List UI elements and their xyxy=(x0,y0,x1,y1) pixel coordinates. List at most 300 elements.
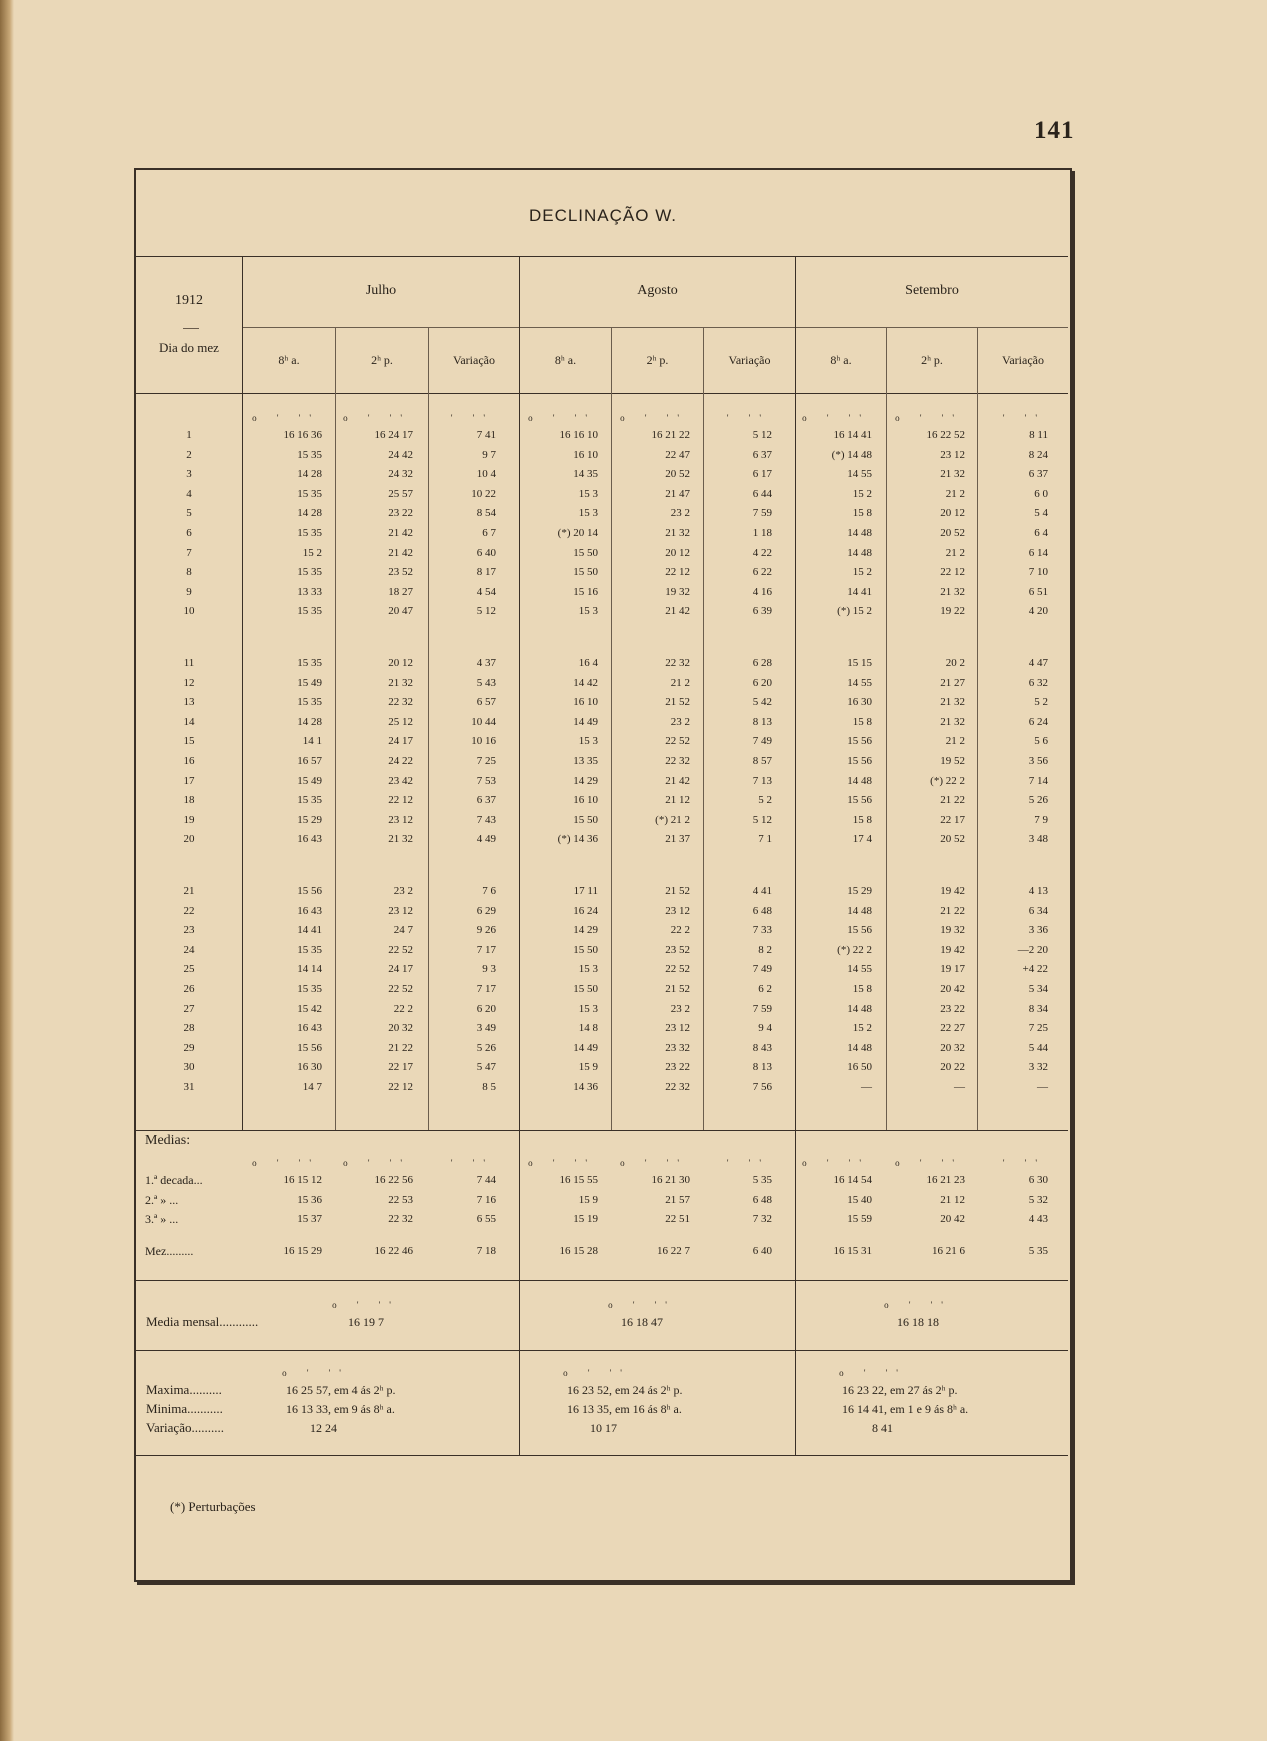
minima-setembro: 16 14 41, em 1 e 9 ás 8ʰ a. xyxy=(842,1402,969,1416)
table-cell: 21 32 xyxy=(388,833,413,846)
table-cell: 14 48 xyxy=(847,546,872,559)
table-cell: 5 2 xyxy=(1034,696,1048,709)
medias-label: Medias: xyxy=(145,1133,191,1148)
table-cell: 13 33 xyxy=(297,585,322,598)
col-header-variacao: Variação xyxy=(453,353,495,367)
table-cell: 22 32 xyxy=(665,755,690,767)
footnote: (*) Perturbações xyxy=(170,1499,256,1514)
table-cell: 7 49 xyxy=(752,735,772,748)
unit-mark: o ' '' xyxy=(802,1158,870,1168)
table-cell: 23 2 xyxy=(670,507,690,520)
table-cell: 17 4 xyxy=(852,833,872,846)
table-cell: 22 52 xyxy=(388,983,413,995)
table-cell: 15 3 xyxy=(578,735,598,748)
table-cell: 15 8 xyxy=(852,813,872,826)
table-cell: 8 54 xyxy=(476,507,496,520)
table-cell: 6 37 xyxy=(1028,468,1048,481)
table-cell: 20 12 xyxy=(388,657,413,669)
table-cell: (*) 20 14 xyxy=(557,527,598,539)
table-cell: 6 28 xyxy=(752,657,772,669)
table-cell: 6 4 xyxy=(1034,527,1048,539)
maxima-julho: 16 25 57, em 4 ás 2ʰ p. xyxy=(286,1383,396,1397)
table-cell: 16 21 6 xyxy=(932,1245,965,1257)
table-cell: 5 4 xyxy=(1034,507,1048,520)
table-cell: 5 47 xyxy=(476,1061,496,1074)
table-cell: 19 52 xyxy=(940,755,965,767)
table-cell: 6 29 xyxy=(476,904,496,917)
table-cell: 16 22 7 xyxy=(657,1245,690,1257)
table-cell: +4 22 xyxy=(1022,963,1048,976)
table-cell: 23 2 xyxy=(670,1002,690,1015)
table-cell: 6 14 xyxy=(1028,546,1048,559)
day-number: 8 xyxy=(186,566,192,579)
table-cell: 20 52 xyxy=(665,468,690,481)
table-cell: 6 39 xyxy=(752,605,772,618)
table-cell: 20 42 xyxy=(940,983,965,995)
table-cell: 16 24 xyxy=(573,904,598,917)
table-cell: 20 52 xyxy=(940,527,965,539)
unit-mark: o ' '' xyxy=(839,1368,907,1378)
table-cell: 6 48 xyxy=(752,1194,772,1206)
table-cell: 15 40 xyxy=(847,1194,872,1206)
table-cell: 6 34 xyxy=(1028,904,1048,917)
table-cell: 21 52 xyxy=(665,983,690,995)
table-cell: 23 32 xyxy=(665,1041,690,1054)
table-cell: 15 8 xyxy=(852,715,872,728)
rule xyxy=(242,327,1068,328)
table-cell: 20 2 xyxy=(945,657,965,669)
unit-mark: o ' '' xyxy=(343,1158,411,1168)
day-number: 27 xyxy=(183,1002,195,1015)
unit-mark: ' '' xyxy=(450,1158,494,1168)
table-cell: 6 48 xyxy=(752,904,772,917)
table-cell: 19 32 xyxy=(940,924,965,937)
table-cell: 6 7 xyxy=(482,527,496,539)
day-number: 29 xyxy=(183,1041,195,1054)
table-cell: 6 24 xyxy=(1028,715,1048,728)
unit-mark: o ' '' xyxy=(895,1158,963,1168)
table-cell: 21 42 xyxy=(665,774,690,787)
table-cell: 22 32 xyxy=(665,657,690,669)
table-cell: 8 57 xyxy=(752,755,772,767)
table-cell: 16 21 23 xyxy=(926,1174,965,1186)
table-cell: 22 32 xyxy=(388,1213,413,1225)
table-cell: 4 20 xyxy=(1028,605,1048,618)
unit-mark: o ' '' xyxy=(252,1158,320,1168)
unit-mark: ' '' xyxy=(450,413,494,423)
table-cell: 15 2 xyxy=(852,1022,872,1035)
month-header-agosto: Agosto xyxy=(637,283,678,298)
table-cell: 6 30 xyxy=(1028,1174,1048,1186)
table-cell: 16 30 xyxy=(297,1061,322,1074)
day-number: 24 xyxy=(183,943,195,956)
table-cell: 21 32 xyxy=(940,585,965,598)
table-cell: 15 36 xyxy=(297,1194,322,1206)
table-cell: 24 17 xyxy=(388,963,413,976)
table-cell: 10 16 xyxy=(471,735,496,748)
table-cell: 24 42 xyxy=(388,448,413,461)
table-cell: 20 12 xyxy=(940,507,965,520)
table-cell: 16 43 xyxy=(297,1022,322,1035)
table-cell: 16 21 30 xyxy=(651,1174,690,1186)
table-cell: 14 14 xyxy=(297,963,322,976)
table-cell: 15 2 xyxy=(302,546,322,559)
table-cell: 16 57 xyxy=(297,755,322,767)
table-cell: 23 42 xyxy=(388,774,413,787)
table-cell: 23 12 xyxy=(665,904,690,917)
table-cell: 7 59 xyxy=(752,507,772,520)
table-cell: 16 24 17 xyxy=(374,429,413,441)
variacao-label: Variação.......... xyxy=(146,1420,224,1435)
variacao-agosto: 10 17 xyxy=(590,1421,617,1435)
table-title: DECLINAÇÃO W. xyxy=(528,206,678,225)
table-cell: 6 37 xyxy=(476,794,496,807)
table-cell: 15 50 xyxy=(573,546,598,559)
table-cell: 7 6 xyxy=(482,885,496,897)
table-cell: 7 14 xyxy=(1028,774,1048,787)
unit-mark: o ' '' xyxy=(332,1300,400,1310)
table-cell: 4 43 xyxy=(1028,1213,1048,1225)
table-cell: 22 51 xyxy=(665,1213,690,1225)
table-cell: 15 35 xyxy=(297,794,322,807)
rule xyxy=(136,1280,1068,1281)
table-cell: 23 2 xyxy=(670,715,690,728)
day-number: 21 xyxy=(183,885,195,897)
table-cell: 15 35 xyxy=(297,527,322,539)
table-cell: 14 55 xyxy=(847,676,872,689)
table-cell: 21 42 xyxy=(388,546,413,559)
table-cell: 14 28 xyxy=(297,468,322,481)
table-cell: 15 56 xyxy=(847,924,872,937)
table-cell: 5 6 xyxy=(1034,735,1048,748)
table-cell: 16 15 31 xyxy=(833,1245,872,1257)
table-cell: 14 42 xyxy=(573,676,598,689)
day-number: 11 xyxy=(183,657,195,669)
table-cell: 14 49 xyxy=(573,1041,598,1054)
table-cell: 21 52 xyxy=(665,885,690,897)
col-header-variacao: Variação xyxy=(728,353,771,367)
table-cell: 25 12 xyxy=(388,715,413,728)
table-cell: 5 35 xyxy=(1028,1245,1048,1257)
table-cell: 23 52 xyxy=(388,566,413,579)
table-cell: 16 16 10 xyxy=(559,429,598,441)
table-cell: 21 22 xyxy=(940,904,965,917)
table-cell: 1 18 xyxy=(752,527,772,539)
table-cell: 8 11 xyxy=(1029,429,1048,441)
table-cell: 15 3 xyxy=(578,963,598,976)
table-cell: 23 12 xyxy=(388,813,413,826)
table-cell: 19 42 xyxy=(940,943,965,956)
table-cell: 15 15 xyxy=(847,657,872,669)
table-cell: 8 5 xyxy=(482,1081,496,1093)
table-cell: (*) 14 48 xyxy=(831,448,872,461)
table-cell: 6 20 xyxy=(752,676,772,689)
table-cell: 16 15 28 xyxy=(559,1245,598,1257)
unit-mark: o ' '' xyxy=(563,1368,631,1378)
variacao-julho: 12 24 xyxy=(310,1421,337,1435)
table-cell: 16 43 xyxy=(297,904,322,917)
day-number: 28 xyxy=(183,1022,195,1035)
table-cell: 7 41 xyxy=(476,429,496,441)
day-number: 16 xyxy=(183,755,195,767)
table-cell: 7 17 xyxy=(476,943,496,956)
unit-mark: o ' '' xyxy=(528,1158,596,1168)
table-cell: 21 57 xyxy=(665,1194,690,1206)
table-cell: 22 27 xyxy=(940,1022,965,1035)
table-cell: 7 13 xyxy=(752,774,772,787)
table-cell: 7 53 xyxy=(476,774,496,787)
table-cell: 22 2 xyxy=(393,1002,413,1015)
unit-mark: o ' '' xyxy=(528,413,596,423)
col-header-variacao: Variação xyxy=(1002,353,1044,367)
maxima-label: Maxima.......... xyxy=(146,1382,222,1397)
table-cell: 15 56 xyxy=(847,755,872,767)
minima-julho: 16 13 33, em 9 ás 8ʰ a. xyxy=(286,1402,395,1416)
medias-row-label: 3.ª » ... xyxy=(145,1212,179,1226)
table-cell: 16 14 41 xyxy=(833,429,872,441)
day-number: 23 xyxy=(183,924,195,937)
unit-mark: o ' '' xyxy=(343,413,411,423)
table-cell: 15 56 xyxy=(297,885,322,897)
table-cell: 15 3 xyxy=(578,1002,598,1015)
table-cell: 15 3 xyxy=(578,507,598,520)
table-cell: (*) 14 36 xyxy=(557,833,598,846)
table-cell: 16 10 xyxy=(573,696,598,709)
table-cell: 8 17 xyxy=(476,566,496,579)
day-number: 15 xyxy=(183,735,195,748)
media-mensal-agosto: 16 18 47 xyxy=(621,1315,663,1329)
table-cell: 14 49 xyxy=(573,715,598,728)
table-cell: 22 47 xyxy=(665,448,690,461)
table-cell: 14 41 xyxy=(847,585,872,598)
table-cell: 16 15 29 xyxy=(283,1245,322,1257)
table-cell: 15 29 xyxy=(847,885,872,897)
media-mensal-label: Media mensal............ xyxy=(146,1314,259,1329)
table-cell: 6 17 xyxy=(752,468,772,481)
table-cell: 21 22 xyxy=(388,1041,413,1054)
table-cell: 3 49 xyxy=(476,1022,496,1035)
table-cell: 15 56 xyxy=(847,735,872,748)
table-cell: 15 49 xyxy=(297,774,322,787)
table-cell: 7 49 xyxy=(752,963,772,976)
table-cell: 16 30 xyxy=(847,696,872,709)
table-cell: 22 12 xyxy=(388,1081,413,1093)
table-cell: 14 55 xyxy=(847,963,872,976)
table-cell: 8 13 xyxy=(752,1061,772,1074)
table-cell: 15 42 xyxy=(297,1002,322,1015)
table-cell: 5 2 xyxy=(758,794,772,807)
rule xyxy=(136,1350,1068,1351)
table-cell: 22 2 xyxy=(670,924,690,937)
maxima-setembro: 16 23 22, em 27 ás 2ʰ p. xyxy=(842,1383,958,1397)
day-number: 7 xyxy=(186,546,192,559)
table-cell: 14 36 xyxy=(573,1081,598,1093)
day-number: 1 xyxy=(186,429,192,441)
table-cell: 15 3 xyxy=(578,487,598,500)
table-cell: 14 29 xyxy=(573,924,598,937)
table-cell: 22 12 xyxy=(940,566,965,579)
table-cell: 22 12 xyxy=(665,566,690,579)
day-number: 2 xyxy=(186,448,192,461)
table-cell: 21 2 xyxy=(670,676,690,689)
table-cell: 5 12 xyxy=(476,605,496,618)
table-cell: 15 9 xyxy=(578,1061,598,1074)
table-cell: 14 55 xyxy=(847,468,872,481)
day-number: 13 xyxy=(183,696,195,709)
table-cell: 22 32 xyxy=(665,1081,690,1093)
table-cell: 15 59 xyxy=(847,1213,872,1225)
table-cell: 14 48 xyxy=(847,527,872,539)
table-cell: 10 44 xyxy=(471,715,496,728)
col-header-8a: 8ʰ a. xyxy=(830,353,852,367)
rule xyxy=(136,1130,1068,1131)
table-cell: 15 16 xyxy=(573,585,598,598)
maxima-agosto: 16 23 52, em 24 ás 2ʰ p. xyxy=(567,1383,683,1397)
unit-mark: o ' '' xyxy=(620,1158,688,1168)
unit-mark: o ' '' xyxy=(884,1300,952,1310)
table-cell: 15 35 xyxy=(297,943,322,956)
table-cell: 5 34 xyxy=(1028,983,1048,995)
day-number: 18 xyxy=(183,794,195,807)
day-number: 22 xyxy=(183,904,195,917)
table-cell: 22 53 xyxy=(388,1194,413,1206)
table-cell: 15 50 xyxy=(573,813,598,826)
table-cell: 19 17 xyxy=(940,963,965,976)
day-number: 9 xyxy=(186,585,192,598)
table-cell: 14 8 xyxy=(578,1022,598,1035)
table-cell: 4 16 xyxy=(752,585,772,598)
table-cell: 21 47 xyxy=(665,487,690,500)
col-header-2p: 2ʰ p. xyxy=(371,353,393,367)
table-cell: 8 13 xyxy=(752,715,772,728)
table-cell: 20 32 xyxy=(940,1041,965,1054)
table-cell: 6 0 xyxy=(1034,487,1048,500)
unit-mark: o ' '' xyxy=(282,1368,350,1378)
table-cell: 14 1 xyxy=(302,735,322,748)
table-cell: 19 22 xyxy=(940,605,965,618)
year-label: 1912 xyxy=(175,293,203,308)
table-cell: 17 11 xyxy=(573,885,598,897)
table-cell: — xyxy=(861,1081,872,1093)
table-cell: 6 51 xyxy=(1028,585,1048,598)
rule xyxy=(136,256,1068,257)
table-cell: 22 12 xyxy=(388,794,413,807)
table-cell: 7 56 xyxy=(752,1081,772,1093)
table-cell: 23 22 xyxy=(940,1002,965,1015)
table-cell: 15 37 xyxy=(297,1213,322,1225)
unit-mark: ' '' xyxy=(726,1158,770,1168)
table-cell: 15 56 xyxy=(847,794,872,807)
table-cell: 16 22 56 xyxy=(374,1174,413,1186)
table-cell: 7 17 xyxy=(476,983,496,995)
table-cell: 16 14 54 xyxy=(833,1174,872,1186)
unit-mark: o ' '' xyxy=(895,413,963,423)
table-cell: 21 12 xyxy=(940,1194,965,1206)
table-cell: 15 50 xyxy=(573,566,598,579)
table-cell: (*) 15 2 xyxy=(837,605,872,618)
variacao-setembro: 8 41 xyxy=(872,1421,893,1435)
unit-mark: o ' '' xyxy=(620,413,688,423)
unit-mark: ' '' xyxy=(1002,1158,1046,1168)
month-header-setembro: Setembro xyxy=(905,283,959,298)
table-cell: 21 12 xyxy=(665,794,690,807)
col-header-8a: 8ʰ a. xyxy=(278,353,300,367)
table-cell: 6 57 xyxy=(476,696,496,709)
table-cell: 16 22 46 xyxy=(374,1245,413,1257)
table-cell: 14 28 xyxy=(297,715,322,728)
table-cell: 21 32 xyxy=(940,696,965,709)
table-cell: 15 2 xyxy=(852,566,872,579)
table-cell: 14 48 xyxy=(847,1041,872,1054)
table-cell: 21 42 xyxy=(388,527,413,539)
table-cell: 14 28 xyxy=(297,507,322,520)
table-cell: 7 25 xyxy=(476,755,496,767)
table-cell: 20 42 xyxy=(940,1213,965,1225)
table-cell: 20 52 xyxy=(940,833,965,846)
table-cell: 18 27 xyxy=(388,585,413,598)
table-cell: (*) 22 2 xyxy=(930,774,965,787)
table-cell: 7 9 xyxy=(1034,813,1048,826)
table-cell: 8 34 xyxy=(1028,1002,1048,1015)
day-number: 20 xyxy=(183,833,195,846)
page-number: 141 xyxy=(1034,117,1075,144)
table-cell: 5 44 xyxy=(1028,1041,1048,1054)
table-cell: 21 2 xyxy=(945,735,965,748)
table-cell: 14 48 xyxy=(847,904,872,917)
table-cell: 4 13 xyxy=(1028,885,1048,897)
table-cell: 6 22 xyxy=(752,566,772,579)
table-cell: 22 52 xyxy=(388,943,413,956)
table-cell: 22 32 xyxy=(388,696,413,709)
table-cell: 21 32 xyxy=(388,676,413,689)
unit-mark: ' '' xyxy=(726,413,770,423)
day-number: 4 xyxy=(186,487,192,500)
col-header-8a: 8ʰ a. xyxy=(554,353,577,367)
table-cell: 21 42 xyxy=(665,605,690,618)
minima-agosto: 16 13 35, em 16 ás 8ʰ a. xyxy=(567,1402,682,1416)
table-cell: 21 27 xyxy=(940,676,965,689)
table-cell: 15 35 xyxy=(297,487,322,500)
table-cell: 6 2 xyxy=(758,983,772,995)
table-cell: 15 19 xyxy=(573,1213,598,1225)
table-cell: 21 22 xyxy=(940,794,965,807)
rule xyxy=(136,1455,1068,1456)
table-cell: 16 16 36 xyxy=(283,429,322,441)
table-cell: 15 35 xyxy=(297,657,322,669)
table-cell: 10 22 xyxy=(471,487,496,500)
medias-row-label: Mez......... xyxy=(145,1244,194,1258)
day-number: 25 xyxy=(183,963,195,976)
table-cell: 16 22 52 xyxy=(926,429,965,441)
media-mensal-setembro: 16 18 18 xyxy=(897,1315,939,1329)
table-cell: 15 8 xyxy=(852,507,872,520)
day-number: 14 xyxy=(183,715,195,728)
table-cell: 4 54 xyxy=(476,585,496,598)
medias-row-label: 1.ª decada... xyxy=(145,1173,203,1187)
table-cell: 5 43 xyxy=(476,676,496,689)
col-header-2p: 2ʰ p. xyxy=(921,353,943,367)
table-cell: — xyxy=(954,1081,965,1093)
table-cell: 14 48 xyxy=(847,1002,872,1015)
table-cell: 16 4 xyxy=(578,657,598,669)
table-cell: 15 2 xyxy=(852,487,872,500)
table-cell: 9 4 xyxy=(758,1022,772,1035)
table-cell: 15 9 xyxy=(578,1194,598,1206)
table-cell: 4 41 xyxy=(752,885,772,897)
table-cell: 3 36 xyxy=(1028,924,1048,937)
table-cell: 21 52 xyxy=(665,696,690,709)
table-cell: 15 35 xyxy=(297,983,322,995)
